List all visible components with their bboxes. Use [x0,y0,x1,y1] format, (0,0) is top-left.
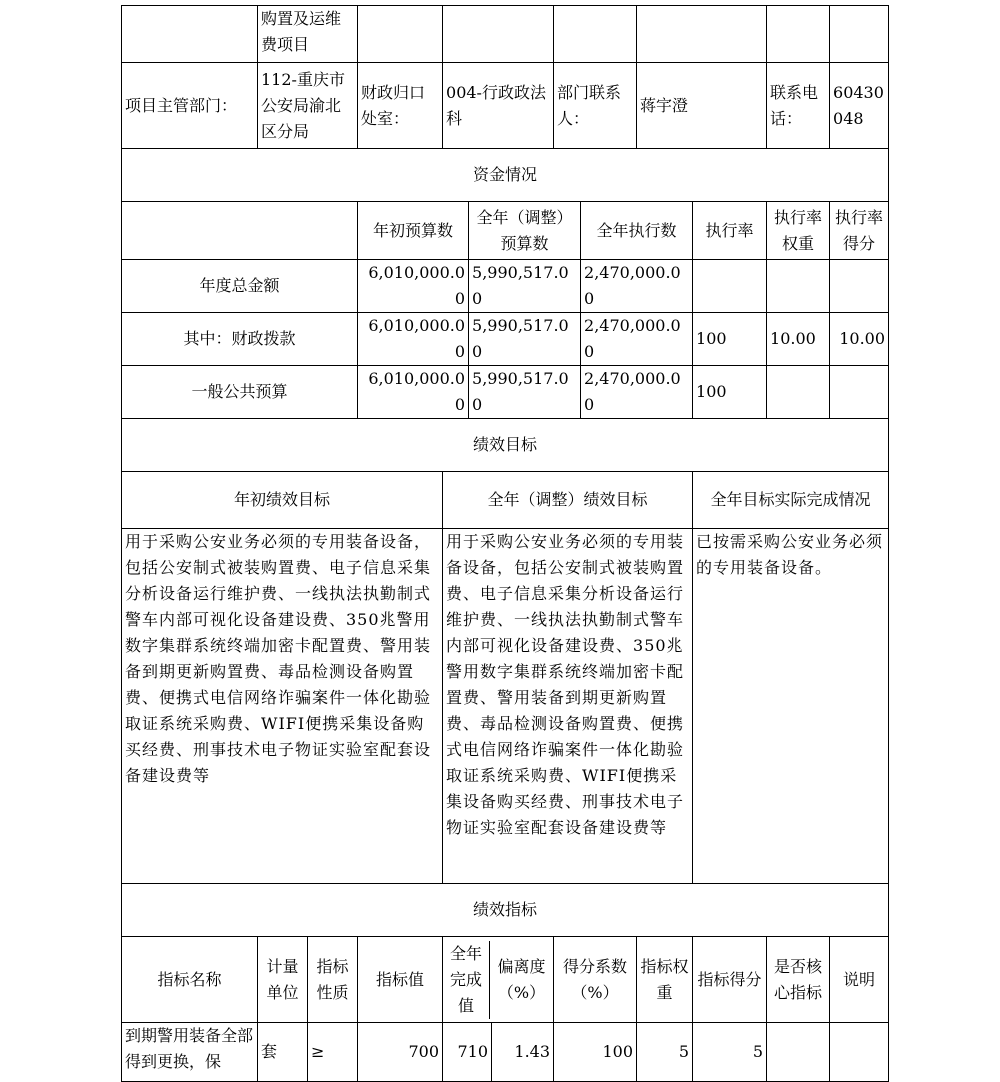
ind-header-name: 指标名称 [122,937,258,1023]
ind-row-name: 到期警用装备全部得到更换，保 [122,1023,258,1082]
goals-adjusted-text: 用于采购公安业务必须的专用装备设备，包括公安制式被装购置费、电子信息采集分析设备运行维护费、一线执法执勤制式警车内部可视化设备建设费、350兆警用数字集群系统终端加密卡配置费、警用装备到期更新购置费、毒品检测设备购置费、便携式电信网络诈骗案件一体化勘验取证系统采购费、WIFI便携采集设备购买经费、刑事技术电子物证实验室配套设备建设费等 [443,529,693,884]
ind-header-note: 说明 [830,937,889,1023]
ind-row-note [830,1023,889,1082]
contact-label: 部门联系人： [554,63,637,149]
ind-header-core: 是否核心指标 [767,937,830,1023]
ind-header-nature: 指标性质 [308,937,358,1023]
funds-header-weight: 执行率权重 [767,202,830,260]
funds-row-rate [693,260,767,313]
department-row [122,63,889,149]
funds-section-title: 资金情况 [122,149,889,202]
funds-row-weight: 10.00 [767,313,830,366]
funds-row-score: 10.00 [830,313,889,366]
dept-value: 112-重庆市公安局渝北区分局 [258,63,358,149]
goals-header-adjusted: 全年（调整）绩效目标 [443,472,693,529]
funds-header-executed: 全年执行数 [581,202,693,260]
funds-header-adjusted: 全年（调整）预算数 [469,202,581,260]
funds-row-label: 一般公共预算 [122,366,358,419]
funds-row-weight [767,260,830,313]
ind-row-actual: 710 [443,1023,492,1081]
project-name-tail: 购置及运维费项目 [258,6,358,63]
funds-row-executed: 2,470,000.00 [581,260,693,313]
funds-row-adjusted: 5,990,517.00 [469,313,581,366]
funds-row-weight [767,366,830,419]
ind-row-unit: 套 [258,1023,308,1082]
indicator-row [122,1023,889,1082]
funds-row-score [830,366,889,419]
ind-header-coef: 得分系数（%） [554,937,637,1023]
goals-header-row [122,472,889,529]
funds-row-initial: 6,010,000.00 [358,260,469,313]
goals-title-row [122,419,889,472]
ind-header-unit: 计量单位 [258,937,308,1023]
funds-header-score: 执行率得分 [830,202,889,260]
phone-label: 联系电话： [767,63,830,149]
funds-header-rate: 执行率 [693,202,767,260]
ind-header-weight: 指标权重 [637,937,693,1023]
funds-row-label: 年度总金额 [122,260,358,313]
ind-row-target: 700 [358,1023,443,1082]
indicators-header-row [122,937,889,1023]
funds-row [122,260,889,313]
funds-row-initial: 6,010,000.00 [358,366,469,419]
funds-row-label: 其中：财政拨款 [122,313,358,366]
ind-row-weight: 5 [637,1023,693,1082]
funds-row-rate: 100 [693,313,767,366]
finance-office-label: 财政归口处室： [358,63,443,149]
funds-row-executed: 2,470,000.00 [581,313,693,366]
funds-row [122,366,889,419]
goals-actual-text: 已按需采购公安业务必须的专用装备设备。 [693,529,889,884]
ind-header-actual: 全年完成值 [443,941,490,1019]
funds-header-initial: 年初预算数 [358,202,469,260]
ind-header-target: 指标值 [358,937,443,1023]
funds-row-rate: 100 [693,366,767,419]
phone-value: 60430048 [830,63,889,149]
ind-header-deviation: 偏离度（%） [497,956,546,1002]
project-name-row [122,6,889,63]
goals-header-initial: 年初绩效目标 [122,472,443,529]
ind-row-deviation: 1.43 [514,1042,551,1061]
funds-header-row [122,202,889,260]
finance-office-value: 004-行政政法科 [443,63,554,149]
goals-initial-text: 用于采购公安业务必须的专用装备设备，包括公安制式被装购置费、电子信息采集分析设备运行维护费、一线执法执勤制式警车内部可视化设备建设费、350兆警用数字集群系统终端加密卡配置费、警用装备到期更新购置费、毒品检测设备购置费、便携式电信网络诈骗案件一体化勘验取证系统采购费、WIFI便携采集设备购买经费、刑事技术电子物证实验室配套设备建设费等 [122,529,443,884]
goals-header-actual: 全年目标实际完成情况 [693,472,889,529]
ind-row-coef: 100 [554,1023,637,1082]
goals-section-title: 绩效目标 [122,419,889,472]
indicators-section-title: 绩效指标 [122,884,889,937]
funds-row-score [830,260,889,313]
ind-row-nature: ≥ [308,1023,358,1082]
funds-row-initial: 6,010,000.00 [358,313,469,366]
ind-header-score: 指标得分 [693,937,767,1023]
performance-table [121,5,889,1082]
goals-content-row [122,529,889,884]
funds-row [122,313,889,366]
ind-row-score: 5 [693,1023,767,1082]
funds-row-adjusted: 5,990,517.00 [469,366,581,419]
funds-row-adjusted: 5,990,517.00 [469,260,581,313]
funds-row-executed: 2,470,000.00 [581,366,693,419]
contact-value: 蒋宇澄 [637,63,767,149]
indicators-title-row [122,884,889,937]
funds-title-row [122,149,889,202]
dept-label: 项目主管部门： [122,63,258,149]
ind-row-core [767,1023,830,1082]
